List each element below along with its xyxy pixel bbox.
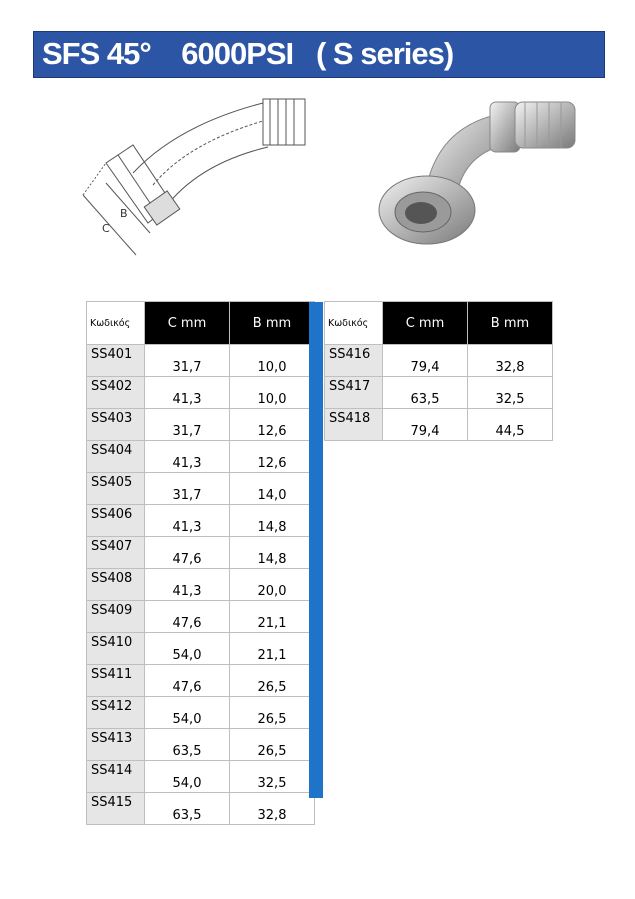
code-cell: SS414: [87, 761, 145, 793]
header-code: Κωδικός: [87, 302, 145, 345]
c-cell: 63,5: [145, 793, 230, 825]
b-cell: 32,5: [230, 761, 315, 793]
c-cell: 63,5: [145, 729, 230, 761]
c-cell: 79,4: [383, 409, 468, 441]
b-cell: 26,5: [230, 697, 315, 729]
table-row: [87, 729, 315, 761]
table-row: [325, 377, 553, 409]
c-cell: 31,7: [145, 409, 230, 441]
header-c-mm: C mm: [383, 302, 468, 345]
b-cell: 21,1: [230, 633, 315, 665]
c-cell: 79,4: [383, 345, 468, 377]
table-row: [87, 569, 315, 601]
b-cell: 21,1: [230, 601, 315, 633]
table-row: [87, 473, 315, 505]
table-row: [87, 409, 315, 441]
c-cell: 47,6: [145, 537, 230, 569]
b-cell: 10,0: [230, 345, 315, 377]
b-cell: 10,0: [230, 377, 315, 409]
table-row: [87, 633, 315, 665]
b-cell: 14,8: [230, 505, 315, 537]
c-cell: 47,6: [145, 665, 230, 697]
technical-drawing: [78, 95, 328, 265]
code-cell: SS402: [87, 377, 145, 409]
code-cell: SS404: [87, 441, 145, 473]
b-cell: 26,5: [230, 729, 315, 761]
table-row: [87, 697, 315, 729]
header-b-mm: B mm: [230, 302, 315, 345]
table-row: [87, 345, 315, 377]
table-header-row: [87, 302, 315, 345]
right-table: [324, 301, 553, 441]
table-row: [87, 761, 315, 793]
code-cell: SS413: [87, 729, 145, 761]
table-row: [325, 409, 553, 441]
b-cell: 12,6: [230, 409, 315, 441]
accent-divider: [309, 302, 323, 798]
c-cell: 41,3: [145, 377, 230, 409]
code-cell: SS408: [87, 569, 145, 601]
code-cell: SS417: [325, 377, 383, 409]
b-cell: 14,0: [230, 473, 315, 505]
c-cell: 47,6: [145, 601, 230, 633]
table-row: [87, 665, 315, 697]
b-cell: 32,8: [468, 345, 553, 377]
fitting-photo: [365, 90, 580, 265]
dimension-c-label: C: [102, 222, 110, 235]
code-cell: SS415: [87, 793, 145, 825]
table-header-row: [325, 302, 553, 345]
code-cell: SS403: [87, 409, 145, 441]
b-cell: 12,6: [230, 441, 315, 473]
table-row: [87, 505, 315, 537]
code-cell: SS412: [87, 697, 145, 729]
c-cell: 54,0: [145, 633, 230, 665]
b-cell: 14,8: [230, 537, 315, 569]
table-row: [87, 377, 315, 409]
code-cell: SS407: [87, 537, 145, 569]
code-cell: SS418: [325, 409, 383, 441]
c-cell: 31,7: [145, 345, 230, 377]
code-cell: SS409: [87, 601, 145, 633]
c-cell: 41,3: [145, 569, 230, 601]
title-banner: [33, 31, 605, 78]
c-cell: 54,0: [145, 697, 230, 729]
code-cell: SS406: [87, 505, 145, 537]
c-cell: 54,0: [145, 761, 230, 793]
dimension-b-label: B: [120, 207, 128, 220]
code-cell: SS410: [87, 633, 145, 665]
header-b-mm: B mm: [468, 302, 553, 345]
page-title: SFS 45° 6000PSI ( S series): [42, 36, 454, 71]
b-cell: 26,5: [230, 665, 315, 697]
code-cell: SS405: [87, 473, 145, 505]
header-c-mm: C mm: [145, 302, 230, 345]
c-cell: 41,3: [145, 505, 230, 537]
left-table: [86, 301, 315, 825]
code-cell: SS411: [87, 665, 145, 697]
table-row: [325, 345, 553, 377]
c-cell: 41,3: [145, 441, 230, 473]
header-code: Κωδικός: [325, 302, 383, 345]
table-row: [87, 537, 315, 569]
b-cell: 44,5: [468, 409, 553, 441]
c-cell: 31,7: [145, 473, 230, 505]
b-cell: 20,0: [230, 569, 315, 601]
code-cell: SS401: [87, 345, 145, 377]
b-cell: 32,5: [468, 377, 553, 409]
code-cell: SS416: [325, 345, 383, 377]
b-cell: 32,8: [230, 793, 315, 825]
table-row: [87, 441, 315, 473]
table-row: [87, 793, 315, 825]
table-row: [87, 601, 315, 633]
c-cell: 63,5: [383, 377, 468, 409]
